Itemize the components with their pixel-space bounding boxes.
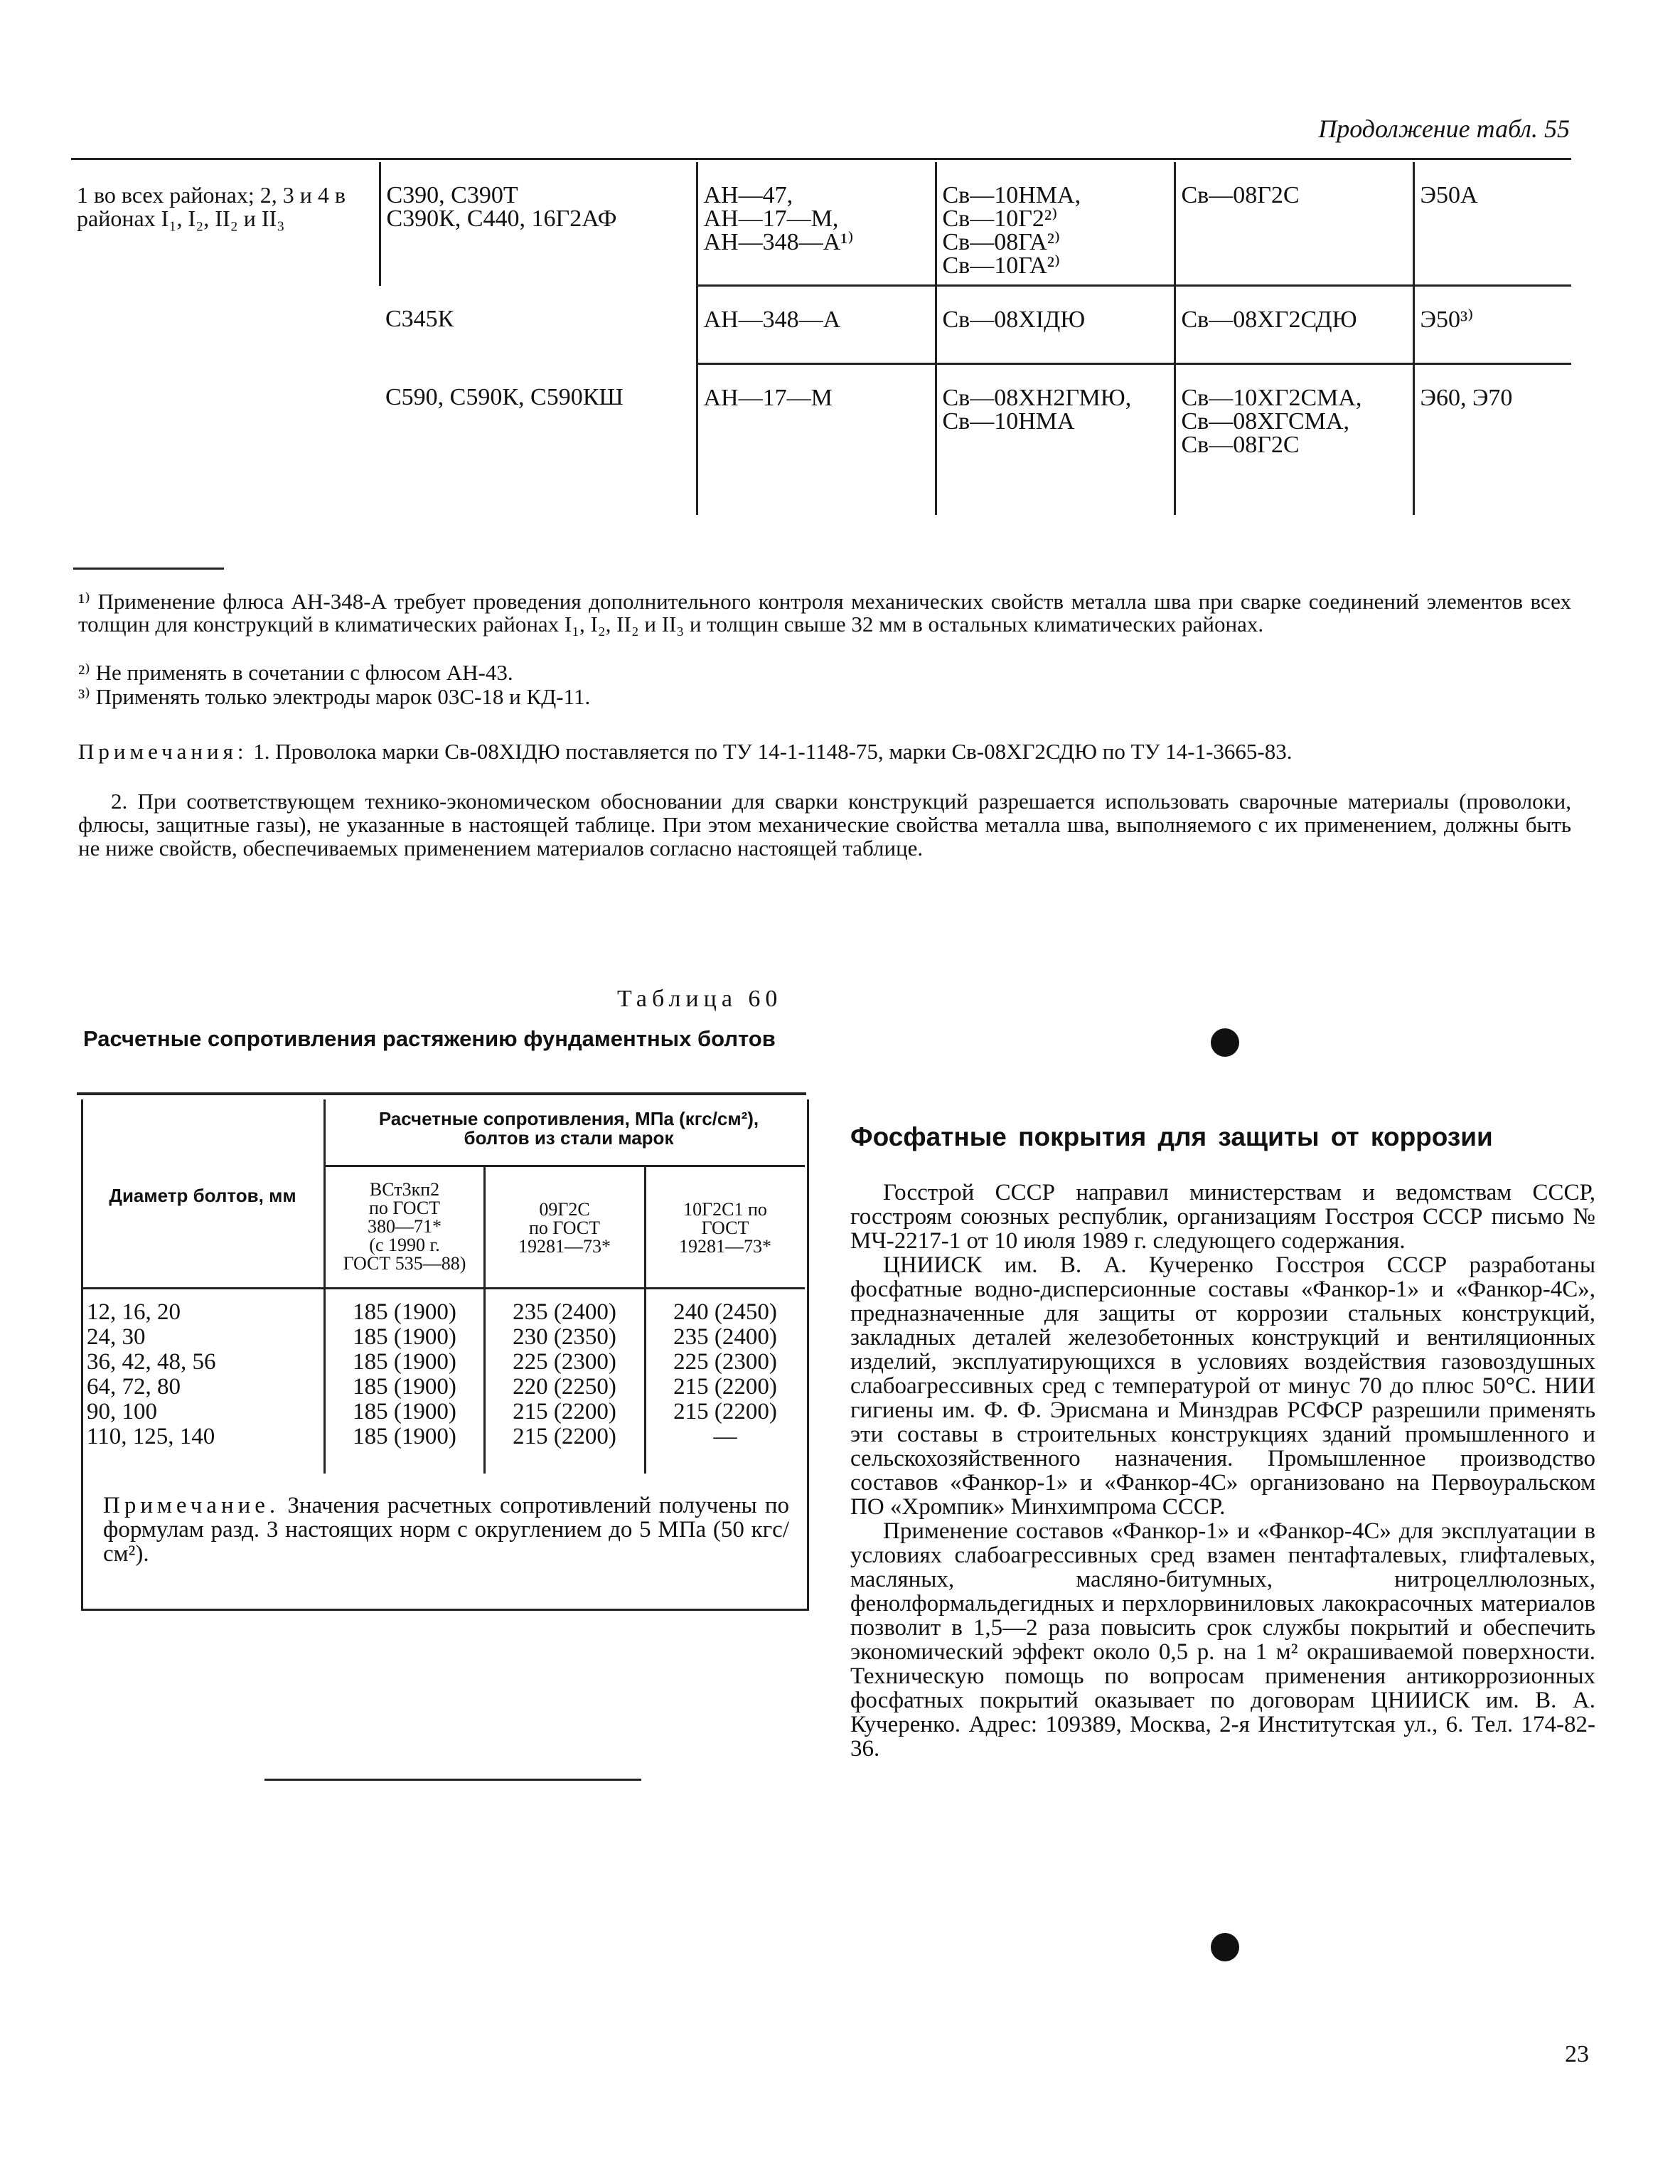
- table-cell-steel: С345К: [385, 305, 454, 332]
- table-60-col-10g2s1: 10Г2С1 по ГОСТ 19281—73*: [679, 1199, 771, 1257]
- table-cell-electrode: Э50А: [1413, 162, 1571, 286]
- table-60-label: Таблица 60: [617, 986, 783, 1012]
- notes-1: [78, 740, 1571, 763]
- bullet-dot: [1211, 1028, 1239, 1057]
- table-60-col-vst3kp2: ВСт3кп2 по ГОСТ 380—71* (с 1990 г. ГОСТ 535—88): [343, 1179, 466, 1274]
- article-paragraph: Применение составов «Фанкор-1» и «Фанкор-4С» для эксплуатации в условиях слабоагрессивных сред взамен пентафталевых, глифталевых, масляных, масляно-битумных, нитроцеллюлозных, фенолформальдегидных и перхлорвиниловых лакокрасочных материалов позволит в 1,5—2 раза повысить срок службы покрытий и обеспечить экономический эффект около 0,5 р. на 1 м² окрашиваемой поверхности. Техническую помощь по вопросам применения антикоррозионных фосфатных покрытий оказывает по договорам ЦНИИСК им. В. А. Кучеренко. Адрес: 109389, Москва, 2-я Институтская ул., 6. Тел. 174-82-36.: [850, 1518, 1595, 1762]
- article-title: Фосфатные покрытия для защиты от коррозии: [850, 1122, 1493, 1151]
- footnote-1: ¹⁾ Применение флюса АН-348-А требует проведения дополнительного контроля механических свойств металла шва при сварке соединений элементов всех толщин для конструкций в климатических районах I₁, I₂, II₂ и II₃ и толщин свыше 32 мм в остальных климатических районах.: [78, 589, 1571, 636]
- table-cell-flux: АН—47, АН—17—М, АН—348—А¹⁾: [697, 162, 936, 286]
- continuation-title: Продолжение табл. 55: [1318, 114, 1570, 143]
- section-rule: [264, 1779, 641, 1781]
- table-cell-electrode: Э50³⁾: [1413, 286, 1571, 364]
- table-60-note-label: Примечание.: [103, 1493, 280, 1518]
- footnote-3: ³⁾ Применять только электроды марок 03С-18 и КД-11.: [78, 684, 591, 709]
- table-60-group-header: Расчетные сопротивления, МПа (кгс/см²), болтов из стали марок: [378, 1108, 759, 1149]
- table-row: [71, 162, 1571, 286]
- table-60-values-10g2s1: 240 (2450) 235 (2400) 225 (2300) 215 (2200) 215 (2200) —: [673, 1299, 777, 1449]
- table-60-values-vst3kp2: 185 (1900) 185 (1900) 185 (1900) 185 (1900) 185 (1900) 185 (1900): [353, 1299, 456, 1449]
- article-paragraph: ЦНИИСК им. В. А. Кучеренко Госстроя СССР разработаны фосфатные водно-дисперсионные составы «Фанкор-1» и «Фанкор-4С», предназначенные для защиты от коррозии стальных конструкций, закладных деталей железобетонных конструкций и вентиляционных изделий, эксплуатирующихся в условиях воздействия газовоздушных слабоагрессивных сред с температурой от минус 70 до плюс 50°С. НИИ гигиены им. Ф. Ф. Эрисмана и Минздрав РСФСР разрешили применять эти составы в строительных конструкциях зданий промышленного и сельскохозяйственного назначения. Промышленное производство составов «Фанкор-1» и «Фанкор-4С» организовано на Первоуральском ПО «Хромпик» Минхимпрома СССР.: [850, 1252, 1595, 1520]
- table-60-top-rule: [77, 1092, 806, 1095]
- table-cell-electrode: Э60, Э70: [1413, 364, 1571, 515]
- table-cell-wire: Св—08ХГ2СДЮ: [1175, 286, 1413, 364]
- table-cell-condition: 1 во всех районах; 2, 3 и 4 в районах I₁, I₂, II₂ и II₃: [77, 182, 346, 231]
- table-60-diameters: 12, 16, 20 24, 30 36, 42, 48, 56 64, 72, 80 90, 100 110, 125, 140: [87, 1299, 216, 1449]
- footnote-rule: [73, 568, 224, 570]
- table-cell-steel: С590, С590К, С590КШ: [385, 383, 624, 410]
- page-number: 23: [1565, 2041, 1589, 2067]
- table-60-title: Расчетные сопротивления растяжению фундаментных болтов: [83, 1026, 776, 1051]
- table-60-header-rule: [81, 1287, 805, 1289]
- notes-item-1: 1. Проволока марки Св-08ХIДЮ поставляется по ТУ 14-1-1148-75, марки Св-08ХГ2СДЮ по ТУ 14-1-3665-83.: [253, 739, 1293, 764]
- table-cell-wire: Св—08Г2С: [1175, 162, 1413, 286]
- table-60-divider: [323, 1165, 805, 1167]
- notes-item-2: 2. При соответствующем технико-экономическом обосновании для сварки конструкций разрешается использовать сварочные материалы (проволоки, флюсы, защитные газы), не указанные в настоящей таблице. При этом механические свойства металла шва, выполняемого с их применением, должны быть не ниже свойств, обеспечиваемых применением материалов согласно настоящей таблице.: [78, 789, 1571, 861]
- table-cell-steel: С390, С390Т С390К, С440, 16Г2АФ: [380, 162, 697, 286]
- table-55-continuation: [71, 162, 1571, 515]
- table-60-values-09g2s: 235 (2400) 230 (2350) 225 (2300) 220 (2250) 215 (2200) 215 (2200): [513, 1299, 616, 1449]
- footnote-2: ²⁾ Не применять в сочетании с флюсом АН-43.: [78, 660, 513, 685]
- bullet-dot: [1211, 1933, 1239, 1961]
- table-cell-wire: Св—08ХIДЮ: [936, 286, 1175, 364]
- article-paragraph: Госстрой СССР направил министерствам и ведомствам СССР, госстроям союзных республик, организациям Госстроя СССР письмо № МЧ-2217-1 от 10 июля 1989 г. следующего содержания.: [850, 1180, 1595, 1254]
- table-60-col-diameter: Диаметр болтов, мм: [109, 1185, 296, 1206]
- notes-label: Примечания:: [78, 739, 248, 764]
- table-60-note-text: Значения расчетных сопротивлений получены по формулам разд. 3 настоящих норм с округлением до 5 МПа (50 кгс/см²).: [103, 1493, 790, 1567]
- table-cell-flux: АН—348—А: [697, 286, 936, 364]
- table-cell-wire: Св—10НМА, Св—10Г2²⁾ Св—08ГА²⁾ Св—10ГА²⁾: [936, 162, 1175, 286]
- table-cell-wire: Св—10ХГ2СМА, Св—08ХГСМА, Св—08Г2С: [1175, 364, 1413, 515]
- article-body: [850, 1181, 1595, 1761]
- table-cell-wire: Св—08ХН2ГМЮ, Св—10НМА: [936, 364, 1175, 515]
- table-60-col-09g2s: 09Г2С по ГОСТ 19281—73*: [518, 1199, 611, 1257]
- table-cell-flux: АН—17—М: [697, 364, 936, 515]
- top-rule: [71, 158, 1571, 160]
- table-60-note: [103, 1493, 789, 1566]
